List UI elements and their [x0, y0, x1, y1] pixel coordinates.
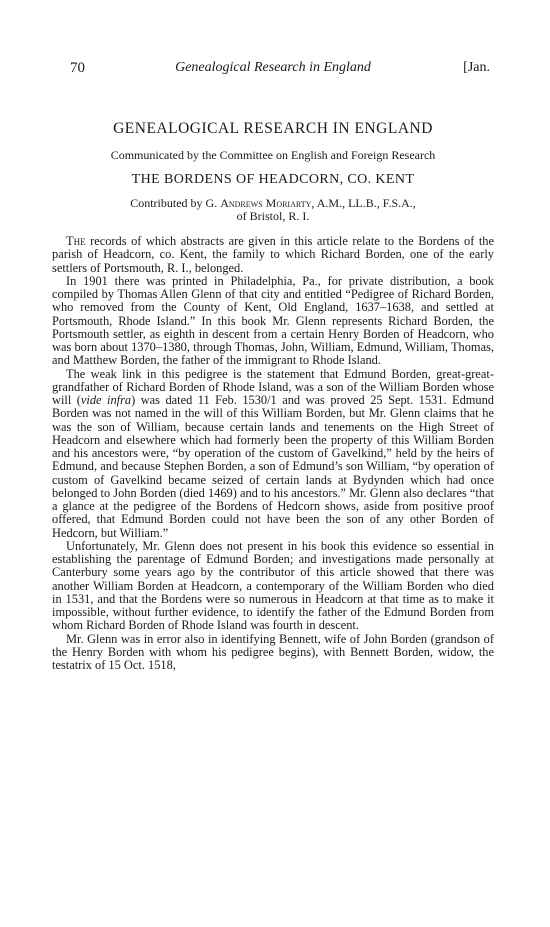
vide-infra: vide infra [80, 393, 132, 407]
paragraph-3 [52, 368, 494, 540]
running-head [52, 60, 494, 84]
contributor-name: Andrews Moriarty [220, 196, 312, 210]
lead-word: The [66, 234, 86, 248]
article-subtitle: THE BORDENS OF HEADCORN, CO. KENT [131, 172, 415, 187]
article-title: GENEALOGICAL RESEARCH IN ENGLAND [113, 120, 433, 137]
page [0, 60, 550, 927]
paragraph-1 [52, 235, 494, 275]
paragraph-4: Unfortunately, Mr. Glenn does not present in his book this evidence so essential in establishing the parentage of Edmund Borden; and investigations made personally at Canterbury some years ago by the contributor of this article showed that there was another William Borden at Headcorn, a contemporary of the William Borden who died in 1531, and that the Bordens were so numerous in Headcorn at that time as to make it impossible, without further evidence, to identify the father of the Edmund Borden from whom Richard Borden of Rhode Island was fourth in descent. [52, 538, 494, 633]
paragraph-3-text-a: The weak link in this pedigree is the statement that Edmund Borden, great-great-grandfather of Richard Borden of Rhode Island, was a son of the William Borden whose will ( [52, 366, 494, 407]
contributor-suffix: , A.M., LL.B., F.S.A., [311, 196, 416, 210]
contributor-location: of Bristol, R. I. [236, 209, 310, 223]
article-body [52, 235, 494, 672]
contributor-prefix: Contributed by G. [130, 196, 221, 210]
contributor-block [52, 197, 494, 223]
running-title: Genealogical Research in England [175, 60, 371, 75]
page-number: 70 [70, 60, 85, 76]
running-date: [Jan. [463, 60, 490, 75]
paragraph-2: In 1901 there was printed in Philadelphia, Pa., for private distribution, a book compiled by Thomas Allen Glenn of that city and entitled “Pedigree of Richard Borden, who removed from the County of Kent, Old England, 1637–1638, and settled at Portsmouth, Rhode Island.” In this book Mr. Glenn represents Richard Borden, the Portsmouth settler, as eighth in descent from a certain Henry Borden of Headcorn, who was born about 1370–1380, through Thomas, John, William, Edmund, William, Thomas, and Matthew Borden, the father of the immigrant to Rhode Island. [52, 273, 494, 368]
paragraph-3-text-b: ) was dated 11 Feb. 1530/1 and was proved 25 Sept. 1531. Edmund Borden was not named in the will of this William Borden, but Mr. Glenn claims that he was the son of William, because certain lands and tenements on the High Street of Headcorn and elsewhere which had formerly been the property of this William Borden and his ancestors were, “by operation of the custom of Gavelkind,” held by the heirs of Edmund, and because Stephen Borden, a son of Edmund’s son William, “by operation of custom of Gavelkind became seized of certain lands at Bydynden which had once belonged to John Borden (died 1469) and to his ancestors.” Mr. Glenn also declares “that a glance at the pedigree of the Bordens of Hedcorn shows, aside from positive proof offered, that Edmund Borden could not have been the son of any other Borden of Hedcorn, but William.” [52, 393, 495, 540]
paragraph-5: Mr. Glenn was in error also in identifying Bennett, wife of John Borden (grandson of the Henry Borden with whom his pedigree begins), with Bennett Borden, widow, the testatrix of 15 Oct. 1518, [52, 631, 494, 672]
paragraph-1-text: records of which abstracts are given in this article relate to the Bordens of the parish of Headcorn, co. Kent, the family to which Richard Borden, one of the early settlers of Portsmouth, R. I., belonged. [52, 234, 494, 275]
communicated-line: Communicated by the Committee on English and Foreign Research [110, 148, 436, 162]
